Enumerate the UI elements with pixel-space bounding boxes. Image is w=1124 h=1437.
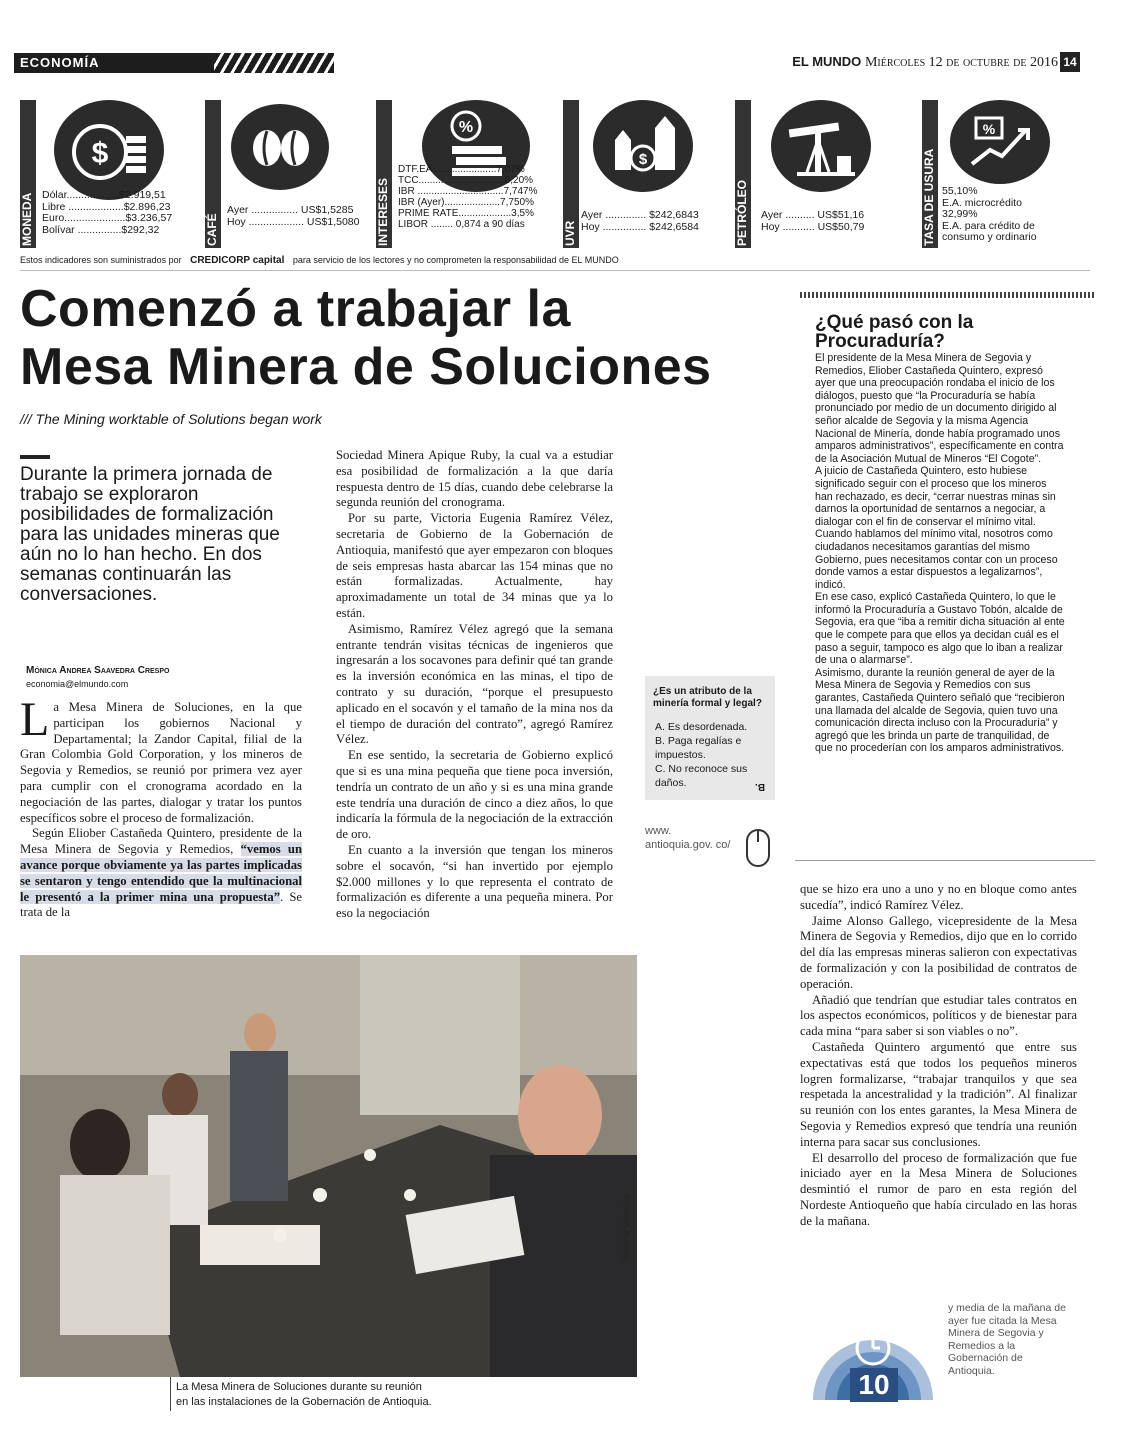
svg-text:%: %	[458, 119, 474, 136]
indicator-row: Euro.....................$3.236,57	[42, 212, 173, 224]
article-column-2: Sociedad Minera Apique Ruby, la cual va a estudiar esa posibilidad de formalización a la que daría respuesta dentro de 15 días, cuando debe celebrarse la segunda reunión del cronograma. Por su parte, Victoria Eugenia Ramírez Vélez, secretaria de Gobierno de la Gobernación de Antioquia, manifestó que ayer empezaron con bloques de seis empresas hasta abarcar las 154 minas que no están formalizadas. Actualmente, hay aproximadamente un total de 34 minas que ya lo están. Asimismo, Ramírez Vélez agregó que la semana entrante tendrán visitas técnicas de ingenieros que ingresarán a los socavones para definir qué tan grande es la inversión económica en las minas, el tipo de contrato y su duración, “porque el presupuesto aplicado en el socavón y el tamaño de la mina nos da el tiempo de duración del contrato”, agregó Ramírez Vélez. En ese sentido, la secretaria de Gobierno explicó que si es una mina pequeña que tiene poca inversión, tendría un contrato de un año y si es una mina grande este tendría una duración de cinco a diez años, lo que indicaría la fórmula de la negociación de la extracción de oro. En cuanto a la inversión que tengan los mineros sobre el socavón, “si han invertido por ejemplo $2.000 millones y lo que representa el contrato de formalización es diferente a una pequeña minera. Por eso la negociación	[336, 448, 613, 921]
oil-pump-icon	[771, 100, 871, 192]
indicator-label: UVR	[563, 220, 577, 246]
indicator-row: E.A. microcrédito	[942, 196, 1022, 209]
indicator-row: Ayer .......... US$51,16	[761, 209, 865, 221]
headline: Comenzó a trabajar la Mesa Minera de Soluciones	[20, 280, 712, 396]
indicator-row: Ayer .............. $242,6843	[581, 209, 699, 221]
indicator-intereses	[376, 100, 558, 248]
indicator-row: DTF.EA.......................7,07%	[398, 164, 525, 175]
drop-cap: L	[20, 693, 50, 746]
indicator-row: Ayer ................ US$1,5285	[227, 204, 354, 216]
indicator-label: MONEDA	[20, 192, 34, 246]
newspaper-name: EL MUNDO	[792, 54, 862, 69]
article-column-1: La Mesa Minera de Soluciones, en la que participan los gobiernos Nacional y Departamental; la Zandor Capital, filial de la Gran Colombia Gold Corporation, y los mineros de Segovia y Remedios, se reunió por primera vez ayer para cumplir con el cronograma acordado en la negociación de las partes, dialogar y tratar los puntos específicos sobre el proceso de formalización. Según Eliober Castañeda Quintero, presidente de la Mesa Minera de Segovia y Remedios, “vemos un avance porque obviamente ya las partes implicadas se sentaron y tengo entendido que la multinacional le presentó a la primer mina una propuesta”. Se trata de la	[20, 693, 303, 920]
indicator-row: Bolívar ...............$292,32	[42, 223, 160, 236]
sidebar-title: ¿Qué pasó con la Procuraduría?	[815, 312, 974, 352]
caption-rule	[170, 1377, 171, 1411]
indicator-row: IBR (Ayer)....................7,750%	[398, 197, 534, 208]
growth-arrows-icon	[593, 100, 693, 192]
svg-text:%: %	[982, 121, 996, 137]
indicator-row: consumo y ordinario	[942, 231, 1037, 243]
sidebar-body: El presidente de la Mesa Minera de Segovia y Remedios, Eliober Castañeda Quintero, expresó ayer que una preocupación rondaba el inicio de los diálogos, puesto que “la Procuraduría se había pronunciado por medio de un documento dirigido al señor alcalde de Segovia y la misma Agencia Nacional de Minería, donde había programado unos amparos administrativos”, específicamente en contra de la Asociación Mutual de Mineros “El Cogote”. A juicio de Castañeda Quintero, esto hubiese significado seguir con el proceso que los mineros han rechazado, es decir, “cerrar nuestras minas sin darnos la oportunidad de sentarnos a negociar, a dialogar con el fin de conservar el mínimo vital. Cuando hablamos del mínimo vital, nosotros como ciudadanos necesitamos garantías del mismo Gobierno, pues necesitamos contar con un proceso donde vamos a estar dispuestos a legalizarnos”, indicó. En ese caso, explicó Castañeda Quintero, lo que le informó la Procuraduría a Gustavo Tobón, alcalde de Segovia, era que “iba a remitir dicha situación al ente que le compete para que ellos ya decidan cuál es el paso a seguir, tampoco es algo que lo iban a realizar de una o alarmarse”. Asimismo, durante la reunión general de ayer de la Mesa Minera de Segovia y Remedios con sus garantes, Castañeda Quintero señaló que “recibieron una llamada del alcalde de Segovia, quien tuvo una comunicación directa incluso con la Procuraduría” y agregó que les brinda un parte de tranquilidad, de que no procederían con los amparos administrativos.	[815, 352, 1065, 755]
coffee-beans-icon	[231, 104, 329, 190]
indicator-usura	[922, 100, 1092, 248]
mouse-icon	[745, 828, 771, 873]
svg-text:$: $	[638, 151, 648, 168]
issue-date: Miércoles 12 de octubre de 2016	[864, 55, 1058, 70]
indicator-cafe	[205, 100, 370, 248]
clock-caption: y media de la mañana de ayer fue citada la Mesa Minera de Segovia y Remedios a la Gobernación de Antioquia.	[948, 1302, 1066, 1377]
photo-credit: Bladimir Venencia	[622, 1195, 631, 1260]
author: Mónica Andrea Saavedra Crespo	[26, 665, 170, 676]
indicator-row: TCC...............................8,20%	[398, 175, 534, 186]
indicator-label: PETRÓLEO	[735, 179, 749, 246]
percent-chart-icon	[950, 100, 1050, 184]
indicator-moneda	[20, 100, 200, 248]
indicator-row: LIBOR ........ 0,874 a 90 días	[398, 219, 525, 230]
section-tag: ECONOMÍA	[14, 53, 334, 73]
indicator-label: INTERESES	[376, 177, 390, 246]
divider	[20, 270, 1090, 271]
indicator-row: 32,99%	[942, 208, 978, 220]
indicator-row: Hoy ........... US$50,79	[761, 220, 865, 233]
sidebar-top-rule	[800, 292, 1095, 298]
svg-text:$: $	[91, 137, 109, 170]
indicator-row: Hoy ............... $242,6584	[581, 220, 699, 233]
quiz-answer: B.	[755, 781, 765, 792]
indicator-row: Hoy ................... US$1,5080	[227, 215, 360, 228]
indicator-row: 55,10%	[942, 185, 978, 197]
author-email: economia@elmundo.com	[26, 679, 129, 689]
indicator-uvr	[563, 100, 729, 248]
indicator-petroleo	[735, 100, 910, 248]
indicator-row: PRIME RATE...................3,5%	[398, 208, 534, 219]
sidebar-bottom-rule	[795, 860, 1095, 861]
quiz-question: ¿Es un atributo de la minería formal y legal?	[653, 686, 762, 709]
photo-caption: La Mesa Minera de Soluciones durante su reunión en las instalaciones de la Gobernación de Antioquia.	[176, 1381, 432, 1408]
highlighted-quote: “vemos un avance porque obviamente ya las partes implicadas se sentaron y tengo entendido que la multinacional le presentó a la primer mina una propuesta”	[20, 842, 303, 904]
coins-icon	[54, 100, 164, 200]
clock-graphic	[808, 1290, 938, 1410]
website-link[interactable]: www. antioquia.gov. co/	[645, 825, 731, 851]
indicator-label: CAFÉ	[205, 213, 219, 246]
clock-number: 10	[850, 1368, 898, 1402]
indicators-credit: Estos indicadores son suministrados por CREDICORP capital para servicio de los lectores y no comprometen la responsabilidad de EL MUNDO	[20, 255, 619, 266]
english-subtitle: /// The Mining worktable of Solutions began work	[20, 411, 322, 427]
indicator-row: Libre ...................$2.896,23	[42, 200, 171, 213]
quiz-option-a: A. Es desordenada.	[655, 721, 748, 733]
masthead	[792, 54, 1058, 71]
indicator-row: Dólar..................$2.919,51	[42, 189, 166, 201]
indicator-row: IBR ...............................7,747%	[398, 186, 538, 197]
indicator-row: E.A. para crédito de	[942, 219, 1035, 232]
article-column-3: que se hizo era uno a uno y no en bloque como antes sucedía”, indicó Ramírez Vélez. Jaime Alonso Gallego, vicepresidente de la Mesa Minera de Segovia y Remedios, dijo que en lo corrido del día las empresas mineras salieron con expectativas de formalización y con la posibilidad de contratos de operación. Añadió que tendrían que estudiar tales contratos en los aspectos económicos, políticos y de bienestar para cada mina “para saber si son viables o no”. Castañeda Quintero argumentó que entre sus expectativas está que todos los pequeños mineros logren formalizarse, “trabajar tranquilos y que sea respetada la ancestralidad y la tradición”. Al finalizar su reunión con los entes garantes, la Mesa Minera de Segovia y Remedios expresó que tendría una reunión interna para sacar sus conclusiones. El desarrollo del proceso de formalización que fue iniciado ayer en la Mesa Minera de Soluciones desmintió el rumor de paro en esta región del Nordeste Antioqueño que había circulado en las horas de la mañana.	[800, 882, 1077, 1228]
quiz-option-c: C. No reconoce sus daños.	[655, 763, 748, 789]
quiz-box	[645, 676, 775, 800]
page-number: 14	[1060, 52, 1080, 72]
lead-bar	[20, 455, 50, 459]
meeting-photo	[20, 955, 637, 1377]
lead-paragraph: Durante la primera jornada de trabajo se exploraron posibilidades de formalización para las unidades mineras que aún no lo han hecho. En dos semanas continuarán las conversaciones.	[20, 464, 280, 605]
indicator-label: TASA DE USURA	[922, 148, 936, 246]
credicorp-logo: CREDICORP capital	[190, 255, 285, 266]
quiz-option-b: B. Paga regalías e impuestos.	[655, 735, 742, 761]
